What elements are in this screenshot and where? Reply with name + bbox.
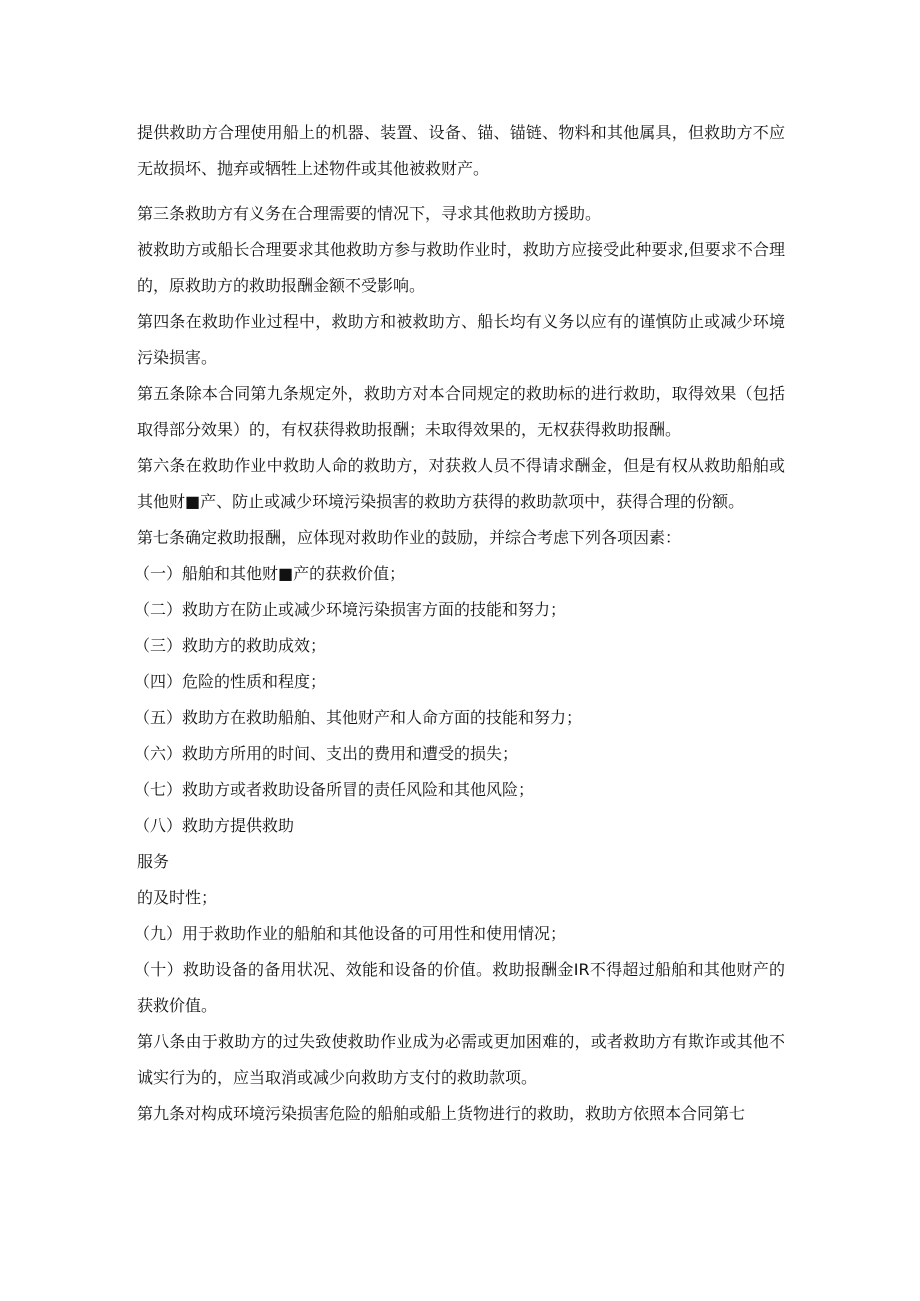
paragraph-article-7: 第七条确定救助报酬，应体现对救助作业的鼓励，并综合考虑下列各项因素： [137,528,682,547]
list-item-6: （六）救助方所用的时间、支出的费用和遭受的损失； [134,744,519,763]
paragraph-article-9: 第九条对构成环境污染损害危险的船舶或船上货物进行的救助，救助方依照本合同第七 [137,1104,746,1123]
paragraph-other-salvors: 被救助方或船长合理要求其他救助方参与救助作业时，救助方应接受此种要求,但要求不合理的，原救助方的救助报酬金额不受影响。 [137,240,785,295]
paragraph-article-8: 第八条由于救助方的过失致使救助作业成为必需或更加困难的，或者救助方有欺诈或其他不诚实行为的，应当取消或减少向救助方支付的救助款项。 [137,1032,785,1087]
paragraph-article-6: 第六条在救助作业中救助人命的救助方，对获救人员不得请求酬金，但是有权从救助船舶或其他财■产、防止或减少环境污染损害的救助方获得的救助款项中，获得合理的份额。 [137,456,785,511]
list-item-8: （八）救助方提供救助 [134,816,295,835]
list-item-1: （一）船舶和其他财■产的获救价值； [134,564,406,583]
document-body [134,115,785,1132]
list-item-8-continuation-a: 服务 [137,852,170,871]
list-item-7: （七）救助方或者救助设备所冒的责任风险和其他风险； [134,780,535,799]
paragraph-article-3: 第三条救助方有义务在合理需要的情况下，寻求其他救助方援助。 [137,204,602,223]
list-item-2: （二）救助方在防止或减少环境污染损害方面的技能和努力； [134,600,567,619]
paragraph-article-5: 第五条除本合同第九条规定外，救助方对本合同规定的救助标的进行救助，取得效果（包括取得部分效果）的，有权获得救助报酬；未取得效果的，无权获得救助报酬。 [137,384,785,439]
list-item-10: （十）救助设备的备用状况、效能和设备的价值。救助报酬金IR不得超过船舶和其他财产的获救价值。 [134,960,785,1015]
paragraph-use-of-ship-equipment: 提供救助方合理使用船上的机器、装置、设备、锚、锚链、物料和其他属具，但救助方不应无故损坏、抛弃或牺牲上述物件或其他被救财产。 [137,123,785,178]
paragraph-article-4: 第四条在救助作业过程中，救助方和被救助方、船长均有义务以应有的谨慎防止或减少环境污染损害。 [137,312,785,367]
list-item-8-continuation-b: 的及时性； [137,888,218,907]
list-item-9: （九）用于救助作业的船舶和其他设备的可用性和使用情况； [134,924,567,943]
list-item-5: （五）救助方在救助船舶、其他财产和人命方面的技能和努力； [134,708,583,727]
list-item-3: （三）救助方的救助成效； [134,636,327,655]
list-item-4: （四）危险的性质和程度； [134,672,327,691]
